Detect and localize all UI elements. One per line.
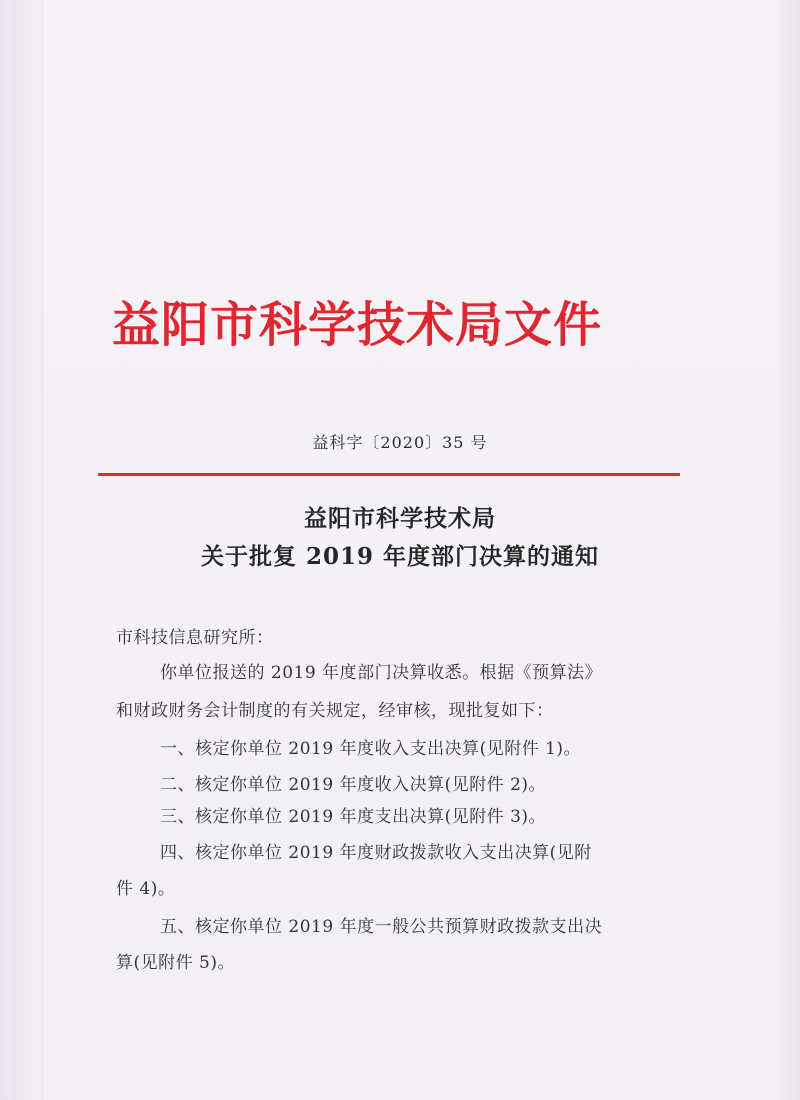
approval-item-2: 二、核定你单位 2019 年度收入决算(见附件 2)。 xyxy=(160,775,547,795)
notice-title-line-1: 益阳市科学技术局 xyxy=(304,505,496,532)
document-header-title: 益阳市科学技术局文件 xyxy=(112,297,603,353)
body-paragraph-line: 你单位报送的 2019 年度部门决算收悉。根据《预算法》 xyxy=(160,663,603,683)
approval-item-5-continued: 算(见附件 5)。 xyxy=(116,953,235,973)
approval-item-4: 四、核定你单位 2019 年度财政拨款收入支出决算(见附 xyxy=(160,843,592,863)
body-paragraph-line: 和财政财务会计制度的有关规定，经审核，现批复如下： xyxy=(116,701,554,721)
addressee: 市科技信息研究所： xyxy=(116,628,274,648)
red-divider-line xyxy=(98,473,680,476)
approval-item-3: 三、核定你单位 2019 年度支出决算(见附件 3)。 xyxy=(160,807,547,827)
document-number: 益科字〔2020〕35 号 xyxy=(312,433,488,452)
approval-item-4-continued: 件 4)。 xyxy=(116,879,176,899)
approval-item-5: 五、核定你单位 2019 年度一般公共预算财政拨款支出决 xyxy=(160,917,603,937)
notice-title-line-2: 关于批复 2019 年度部门决算的通知 xyxy=(200,543,600,570)
approval-item-1: 一、核定你单位 2019 年度收入支出决算(见附件 1)。 xyxy=(160,739,582,759)
